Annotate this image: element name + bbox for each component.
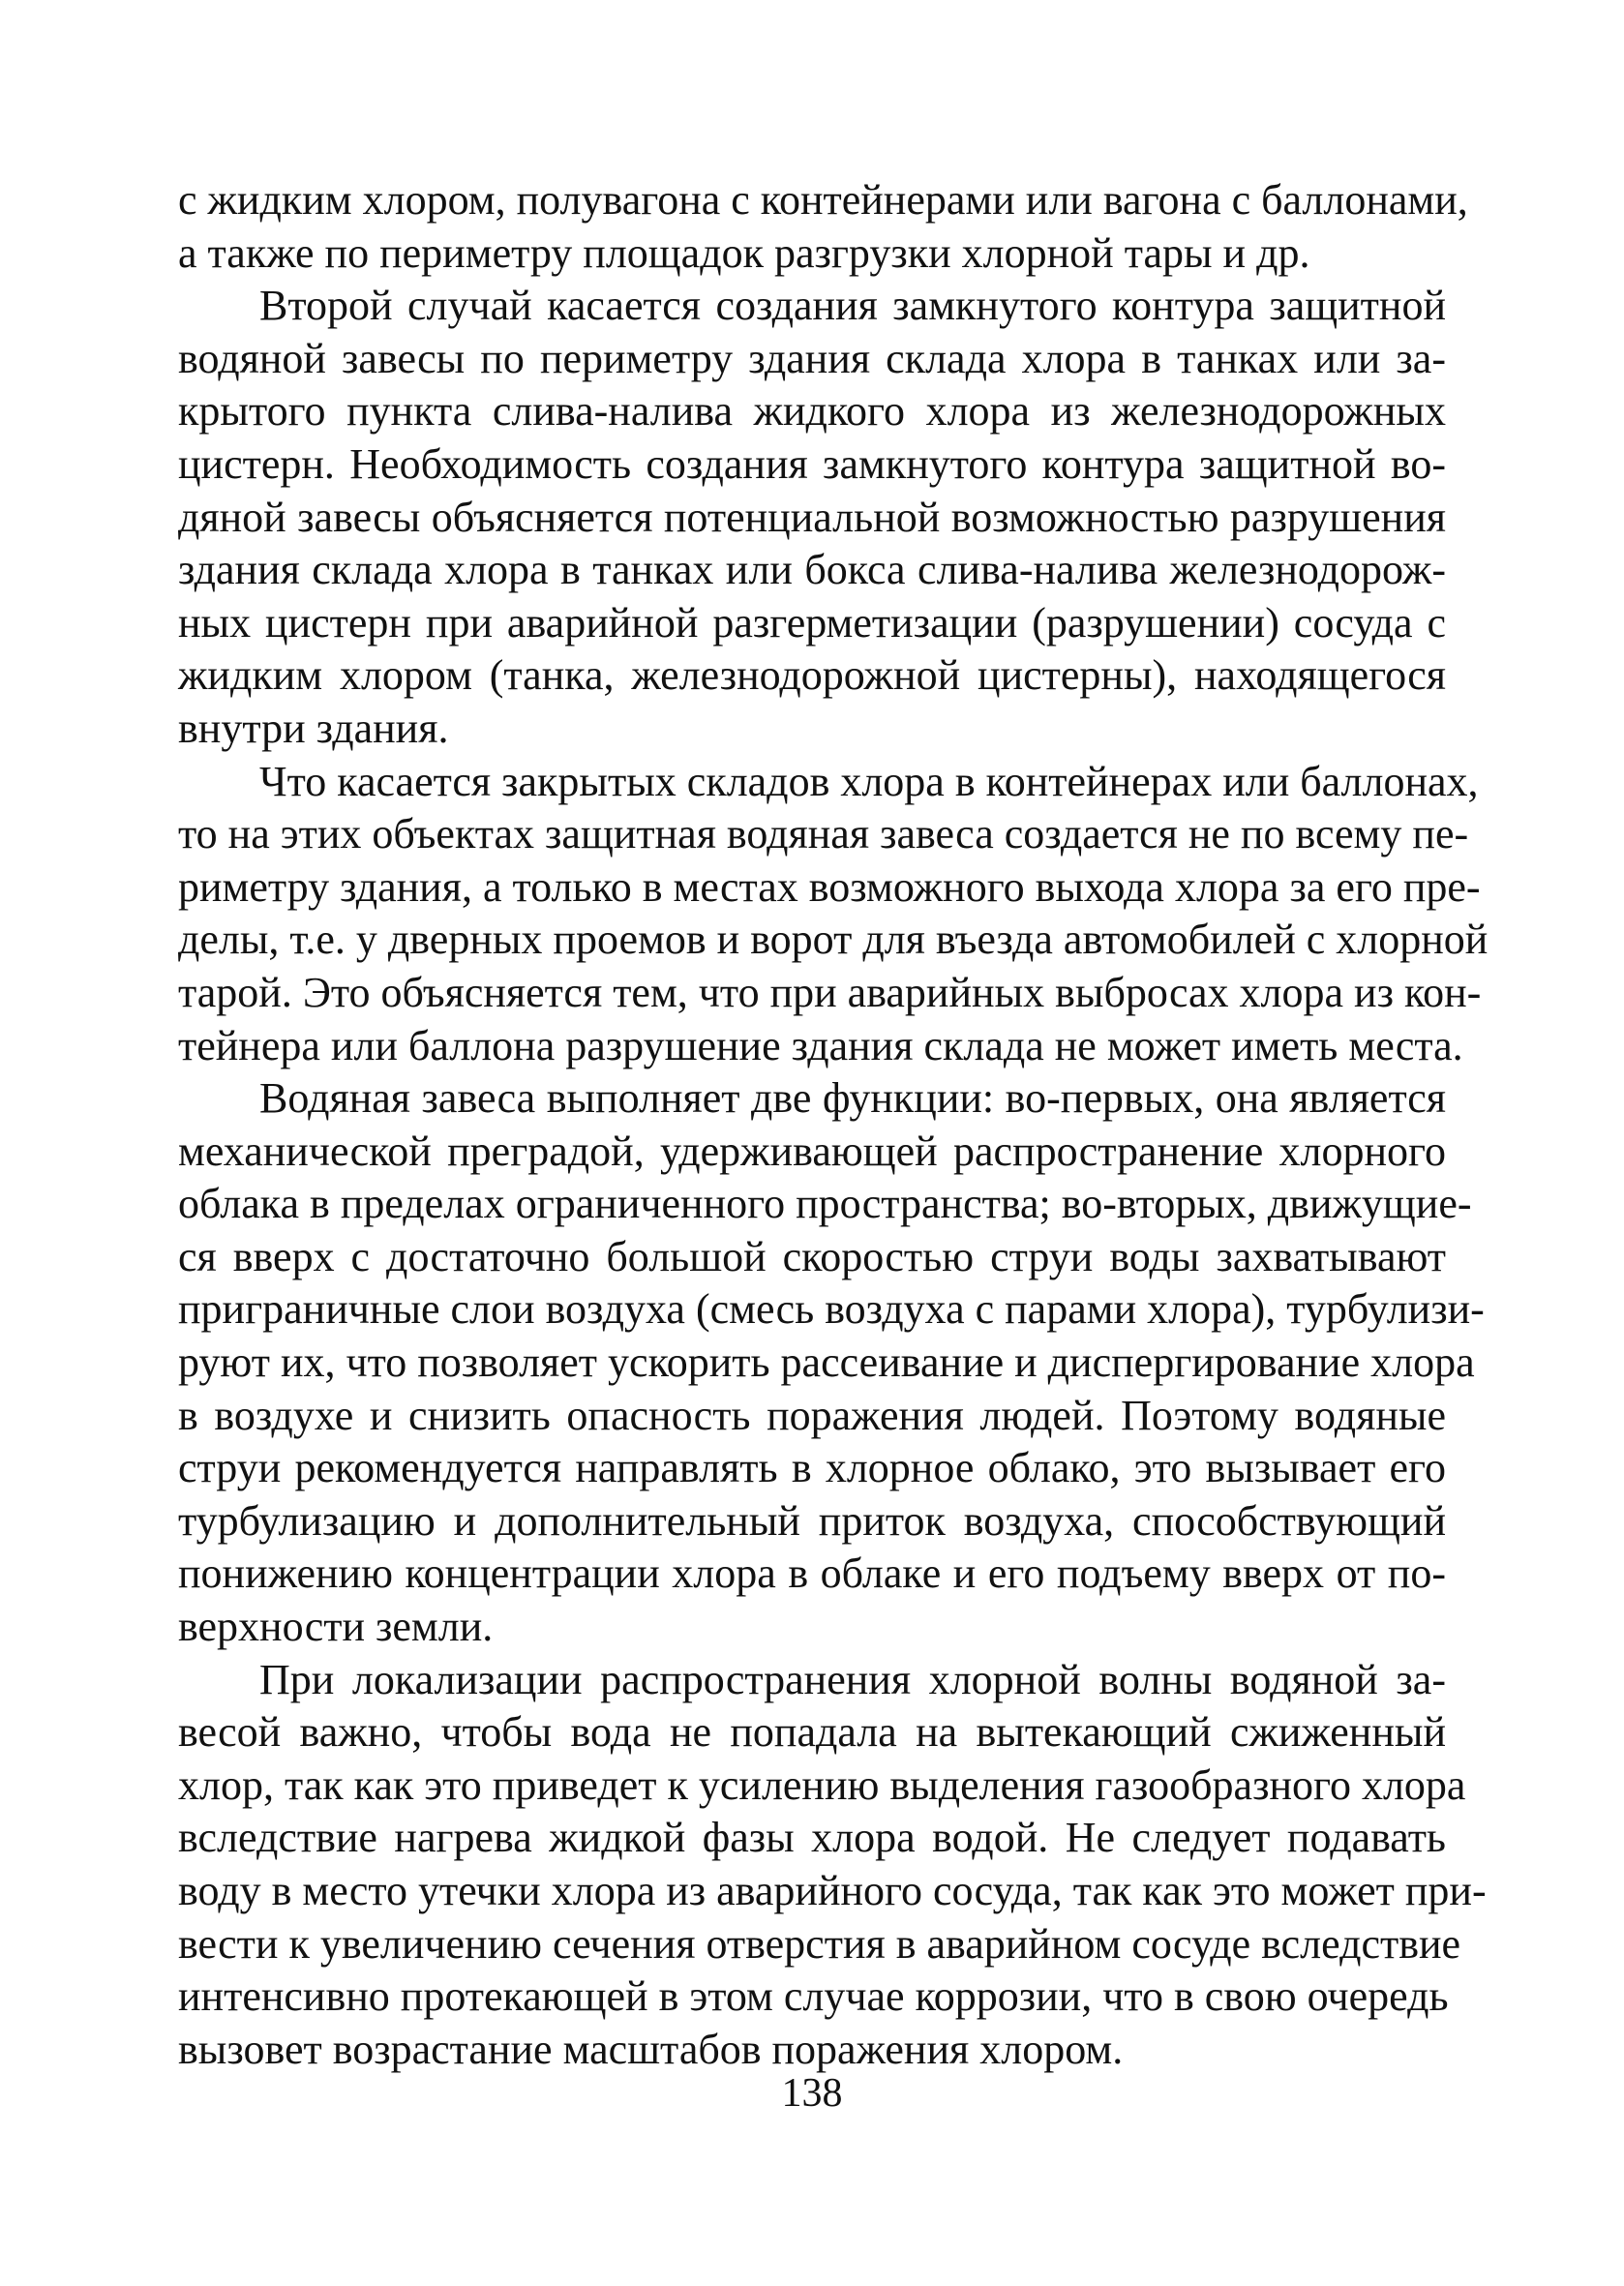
text-line: струи рекомендуется направлять в хлорное облако, это вызывает его <box>178 1444 1446 1492</box>
text-line: крытого пункта слива-налива жидкого хлора из железнодорожных <box>178 387 1446 436</box>
text-line: водяной завесы по периметру здания склада хлора в танках или за- <box>178 334 1446 382</box>
text-line: с жидким хлором, полувагона с контейнерами или вагона с баллонами, <box>178 176 1468 224</box>
paragraph-1 <box>178 174 1468 280</box>
text-line: интенсивно протекающей в этом случае коррозии, что в свою очередь <box>178 1972 1449 2021</box>
text-line: верхности земли. <box>178 1603 494 1651</box>
text-line: внутри здания. <box>178 704 449 752</box>
text-line: Второй случай касается создания замкнутого контура защитной <box>259 282 1446 330</box>
text-line: то на этих объектах защитная водяная завеса создается не по всему пе- <box>178 810 1469 858</box>
text-line: приграничные слои воздуха (смесь воздуха с парами хлора), турбулизи- <box>178 1285 1485 1334</box>
text-line: дяной завесы объясняется потенциальной возможностью разрушения <box>178 493 1446 541</box>
text-line: вести к увеличению сечения отверстия в аварийном сосуде вследствие <box>178 1919 1461 1968</box>
text-line: хлор, так как это приведет к усилению выделения газообразного хлора <box>178 1760 1466 1809</box>
paragraph-2 <box>178 280 1446 755</box>
text-line: цистерн. Необходимость создания замкнутого контура защитной во- <box>178 439 1446 488</box>
text-line: Что касается закрытых складов хлора в контейнерах или баллонах, <box>259 757 1479 805</box>
text-line: понижению концентрации хлора в облаке и его подъему вверх от по- <box>178 1549 1446 1598</box>
text-line: риметру здания, а только в местах возможного выхода хлора за его пре- <box>178 862 1481 911</box>
text-line: в воздухе и снизить опасность поражения людей. Поэтому водяные <box>178 1391 1446 1439</box>
text-line: ся вверх с достаточно большой скоростью струи воды захватывают <box>178 1232 1446 1280</box>
page-number: 138 <box>781 2071 843 2116</box>
text-line: При локализации распространения хлорной волны водяной за- <box>259 1655 1446 1703</box>
text-line: жидким хлором (танка, железнодорожной цистерны), находящегося <box>178 651 1446 700</box>
paragraph-4 <box>178 1072 1485 1654</box>
text-line: весой важно, чтобы вода не попадала на вытекающий сжиженный <box>178 1708 1446 1757</box>
body-text <box>178 174 1489 2076</box>
paragraph-5 <box>178 1654 1487 2077</box>
text-line: механической преградой, удерживающей распространение хлорного <box>178 1127 1446 1175</box>
text-line: руют их, что позволяет ускорить рассеивание и диспергирование хлора <box>178 1339 1475 1387</box>
text-line: вследствие нагрева жидкой фазы хлора водой. Не следует подавать <box>178 1814 1446 1862</box>
text-line: вызовет возрастание масштабов поражения хлором. <box>178 2025 1124 2073</box>
text-line: а также по периметру площадок разгрузки хлорной тары и др. <box>178 228 1310 277</box>
text-line: воду в место утечки хлора из аварийного сосуда, так как это может при- <box>178 1867 1487 1914</box>
text-line: ных цистерн при аварийной разгерметизации (разрушении) сосуда с <box>178 598 1446 647</box>
text-line: турбулизацию и дополнительный приток воздуха, способствующий <box>178 1496 1446 1545</box>
paragraph-3 <box>178 756 1489 1073</box>
text-line: тейнера или баллона разрушение здания склада не может иметь места. <box>178 1021 1463 1069</box>
text-line: здания склада хлора в танках или бокса слива-налива железнодорож- <box>178 546 1446 594</box>
text-line: тарой. Это объясняется тем, что при аварийных выбросах хлора из кон- <box>178 968 1482 1016</box>
text-line: делы, т.е. у дверных проемов и ворот для въезда автомобилей с хлорной <box>178 916 1489 964</box>
text-line: Водяная завеса выполняет две функции: во-первых, она является <box>259 1074 1446 1123</box>
text-line: облака в пределах ограниченного пространства; во-вторых, движущие- <box>178 1180 1472 1228</box>
